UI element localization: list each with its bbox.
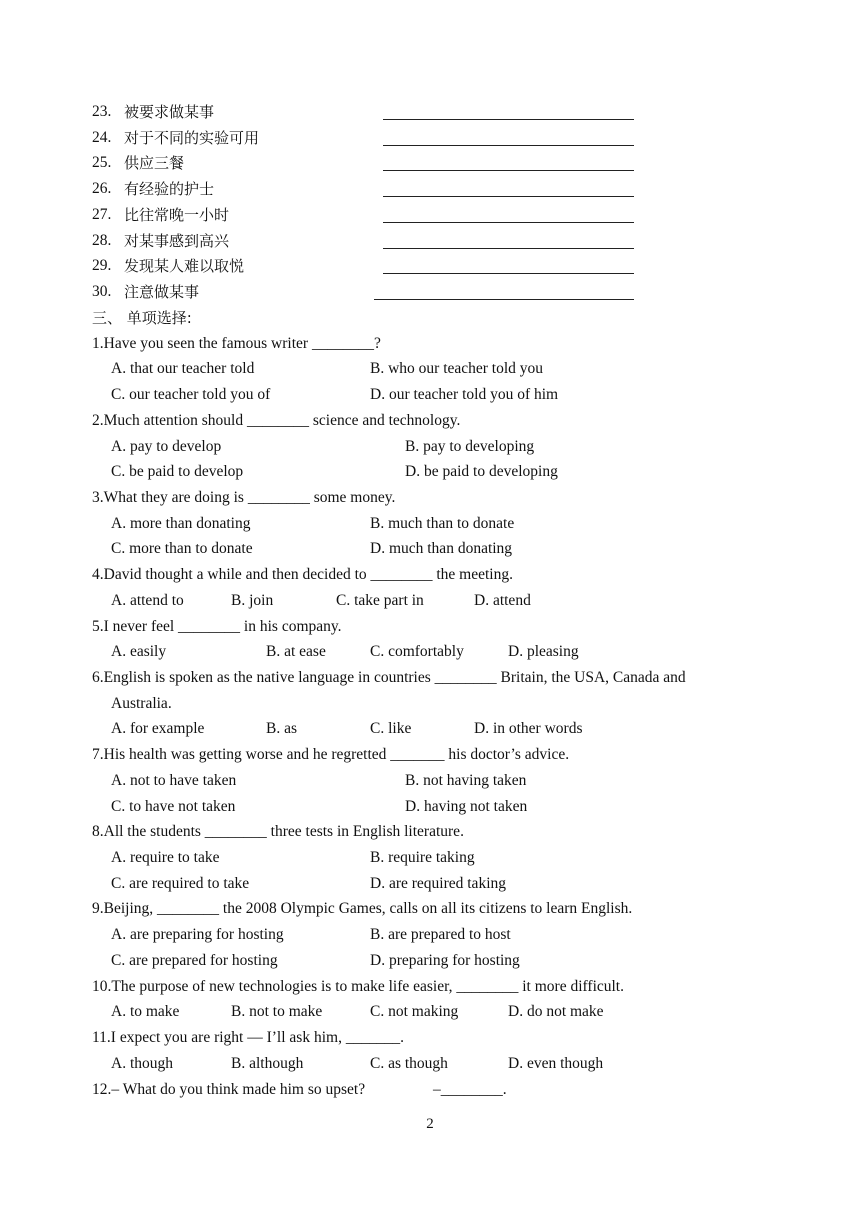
vocab-item [0, 153, 860, 179]
option-c[interactable]: C. are required to take [111, 875, 250, 892]
question-stem [0, 334, 860, 360]
option-a[interactable]: A. attend to [111, 592, 184, 609]
option-d[interactable]: D. having not taken [405, 798, 528, 815]
option-c[interactable]: C. to have not taken [111, 798, 236, 815]
question-stem [0, 745, 860, 771]
option-d[interactable]: D. attend [474, 592, 531, 609]
options-row [0, 514, 860, 540]
question-text: 1.Have you seen the famous writer ________? [92, 335, 381, 352]
options-row [0, 874, 860, 900]
question-stem-continued [0, 694, 860, 720]
options-row [0, 642, 860, 668]
option-c[interactable]: C. are prepared for hosting [111, 952, 278, 969]
option-d[interactable]: D. be paid to developing [405, 463, 558, 480]
option-b[interactable]: B. who our teacher told you [370, 360, 544, 377]
question-text-continued: Australia. [111, 695, 172, 712]
option-a[interactable]: A. easily [111, 643, 167, 660]
option-b[interactable]: B. not having taken [405, 772, 527, 789]
options-row [0, 797, 860, 823]
options-row [0, 437, 860, 463]
answer-blank[interactable] [383, 248, 634, 249]
options-row [0, 848, 860, 874]
vocab-text: 注意做某事 [124, 283, 200, 301]
option-b[interactable]: B. at ease [266, 643, 326, 660]
vocab-text: 有经验的护士 [124, 180, 215, 198]
question-text: 11.I expect you are right — I’ll ask him, _______. [92, 1029, 404, 1046]
answer-blank[interactable] [383, 222, 634, 223]
question-stem [0, 977, 860, 1003]
vocab-number: 28. [92, 232, 112, 249]
vocab-item [0, 102, 860, 128]
option-d[interactable]: D. much than donating [370, 540, 513, 557]
option-d[interactable]: D. do not make [508, 1003, 604, 1020]
option-a[interactable]: A. for example [111, 720, 205, 737]
options-row [0, 359, 860, 385]
vocab-text: 比往常晚一小时 [124, 206, 230, 224]
vocab-item [0, 179, 860, 205]
question-stem [0, 411, 860, 437]
option-b[interactable]: B. although [231, 1055, 304, 1072]
question-text: 10.The purpose of new technologies is to make life easier, ________ it more difficult. [92, 978, 624, 995]
option-d[interactable]: D. are required taking [370, 875, 506, 892]
vocab-text: 发现某人难以取悦 [124, 257, 245, 275]
option-a[interactable]: A. require to take [111, 849, 220, 866]
option-b[interactable]: B. join [231, 592, 274, 609]
vocab-text: 对某事感到高兴 [124, 232, 230, 250]
vocab-item [0, 282, 860, 308]
question-text: 5.I never feel ________ in his company. [92, 618, 342, 635]
option-b[interactable]: B. are prepared to host [370, 926, 511, 943]
answer-prompt: –________. [433, 1081, 507, 1098]
options-row [0, 591, 860, 617]
answer-blank[interactable] [383, 273, 634, 274]
option-a[interactable]: A. that our teacher told [111, 360, 255, 377]
question-stem [0, 668, 860, 694]
question-text: 2.Much attention should ________ science and technology. [92, 412, 461, 429]
page-number: 2 [426, 1116, 434, 1132]
option-d[interactable]: D. our teacher told you of him [370, 386, 559, 403]
option-c[interactable]: C. more than to donate [111, 540, 253, 557]
option-a[interactable]: A. more than donating [111, 515, 251, 532]
option-b[interactable]: B. as [266, 720, 297, 737]
question-stem [0, 822, 860, 848]
options-row [0, 1002, 860, 1028]
option-c[interactable]: C. our teacher told you of [111, 386, 271, 403]
option-c[interactable]: C. not making [370, 1003, 459, 1020]
vocab-item [0, 231, 860, 257]
option-c[interactable]: C. as though [370, 1055, 448, 1072]
vocab-number: 27. [92, 206, 112, 223]
option-c[interactable]: C. be paid to develop [111, 463, 244, 480]
option-a[interactable]: A. not to have taken [111, 772, 237, 789]
vocab-number: 25. [92, 154, 112, 171]
option-b[interactable]: B. pay to developing [405, 438, 535, 455]
options-row [0, 719, 860, 745]
option-d[interactable]: D. in other words [474, 720, 583, 737]
options-row [0, 925, 860, 951]
option-a[interactable]: A. pay to develop [111, 438, 222, 455]
question-stem [0, 617, 860, 643]
vocab-text: 对于不同的实验可用 [124, 129, 260, 147]
vocab-item [0, 256, 860, 282]
question-stem [0, 565, 860, 591]
vocab-item [0, 128, 860, 154]
option-d[interactable]: D. pleasing [508, 643, 579, 660]
vocab-item [0, 205, 860, 231]
option-b[interactable]: B. much than to donate [370, 515, 515, 532]
question-text: 7.His health was getting worse and he regretted _______ his doctor’s advice. [92, 746, 570, 763]
option-a[interactable]: A. are preparing for hosting [111, 926, 284, 943]
option-c[interactable]: C. comfortably [370, 643, 464, 660]
vocab-number: 24. [92, 129, 112, 146]
options-row [0, 771, 860, 797]
answer-blank[interactable] [383, 145, 634, 146]
question-text: 4.David thought a while and then decided to ________ the meeting. [92, 566, 513, 583]
option-a[interactable]: A. to make [111, 1003, 180, 1020]
option-a[interactable]: A. though [111, 1055, 173, 1072]
question-stem [0, 899, 860, 925]
answer-blank[interactable] [383, 196, 634, 197]
option-d[interactable]: D. even though [508, 1055, 604, 1072]
options-row [0, 385, 860, 411]
option-d[interactable]: D. preparing for hosting [370, 952, 520, 969]
question-text: 9.Beijing, ________ the 2008 Olympic Games, calls on all its citizens to learn English. [92, 900, 633, 917]
options-row [0, 462, 860, 488]
option-b[interactable]: B. not to make [231, 1003, 323, 1020]
question-stem [0, 488, 860, 514]
vocab-number: 30. [92, 283, 112, 300]
section-heading [0, 308, 860, 334]
option-c[interactable]: C. like [370, 720, 412, 737]
answer-blank[interactable] [383, 170, 634, 171]
question-text: 6.English is spoken as the native language in countries ________ Britain, the USA, Canada and [92, 669, 686, 686]
section-heading-text: 三、 单项选择: [92, 309, 192, 327]
vocab-number: 29. [92, 257, 112, 274]
option-b[interactable]: B. require taking [370, 849, 475, 866]
options-row [0, 539, 860, 565]
vocab-text: 被要求做某事 [124, 103, 215, 121]
question-text: 12.– What do you think made him so upset? [92, 1081, 366, 1098]
options-row [0, 951, 860, 977]
vocab-text: 供应三餐 [124, 154, 185, 172]
question-text: 3.What they are doing is ________ some money. [92, 489, 396, 506]
question-stem [0, 1028, 860, 1054]
vocab-number: 23. [92, 103, 112, 120]
answer-blank[interactable] [374, 299, 634, 300]
question-text: 8.All the students ________ three tests in English literature. [92, 823, 464, 840]
answer-blank[interactable] [383, 119, 634, 120]
option-c[interactable]: C. take part in [336, 592, 424, 609]
options-row [0, 1054, 860, 1080]
question-stem [0, 1080, 860, 1106]
vocab-number: 26. [92, 180, 112, 197]
